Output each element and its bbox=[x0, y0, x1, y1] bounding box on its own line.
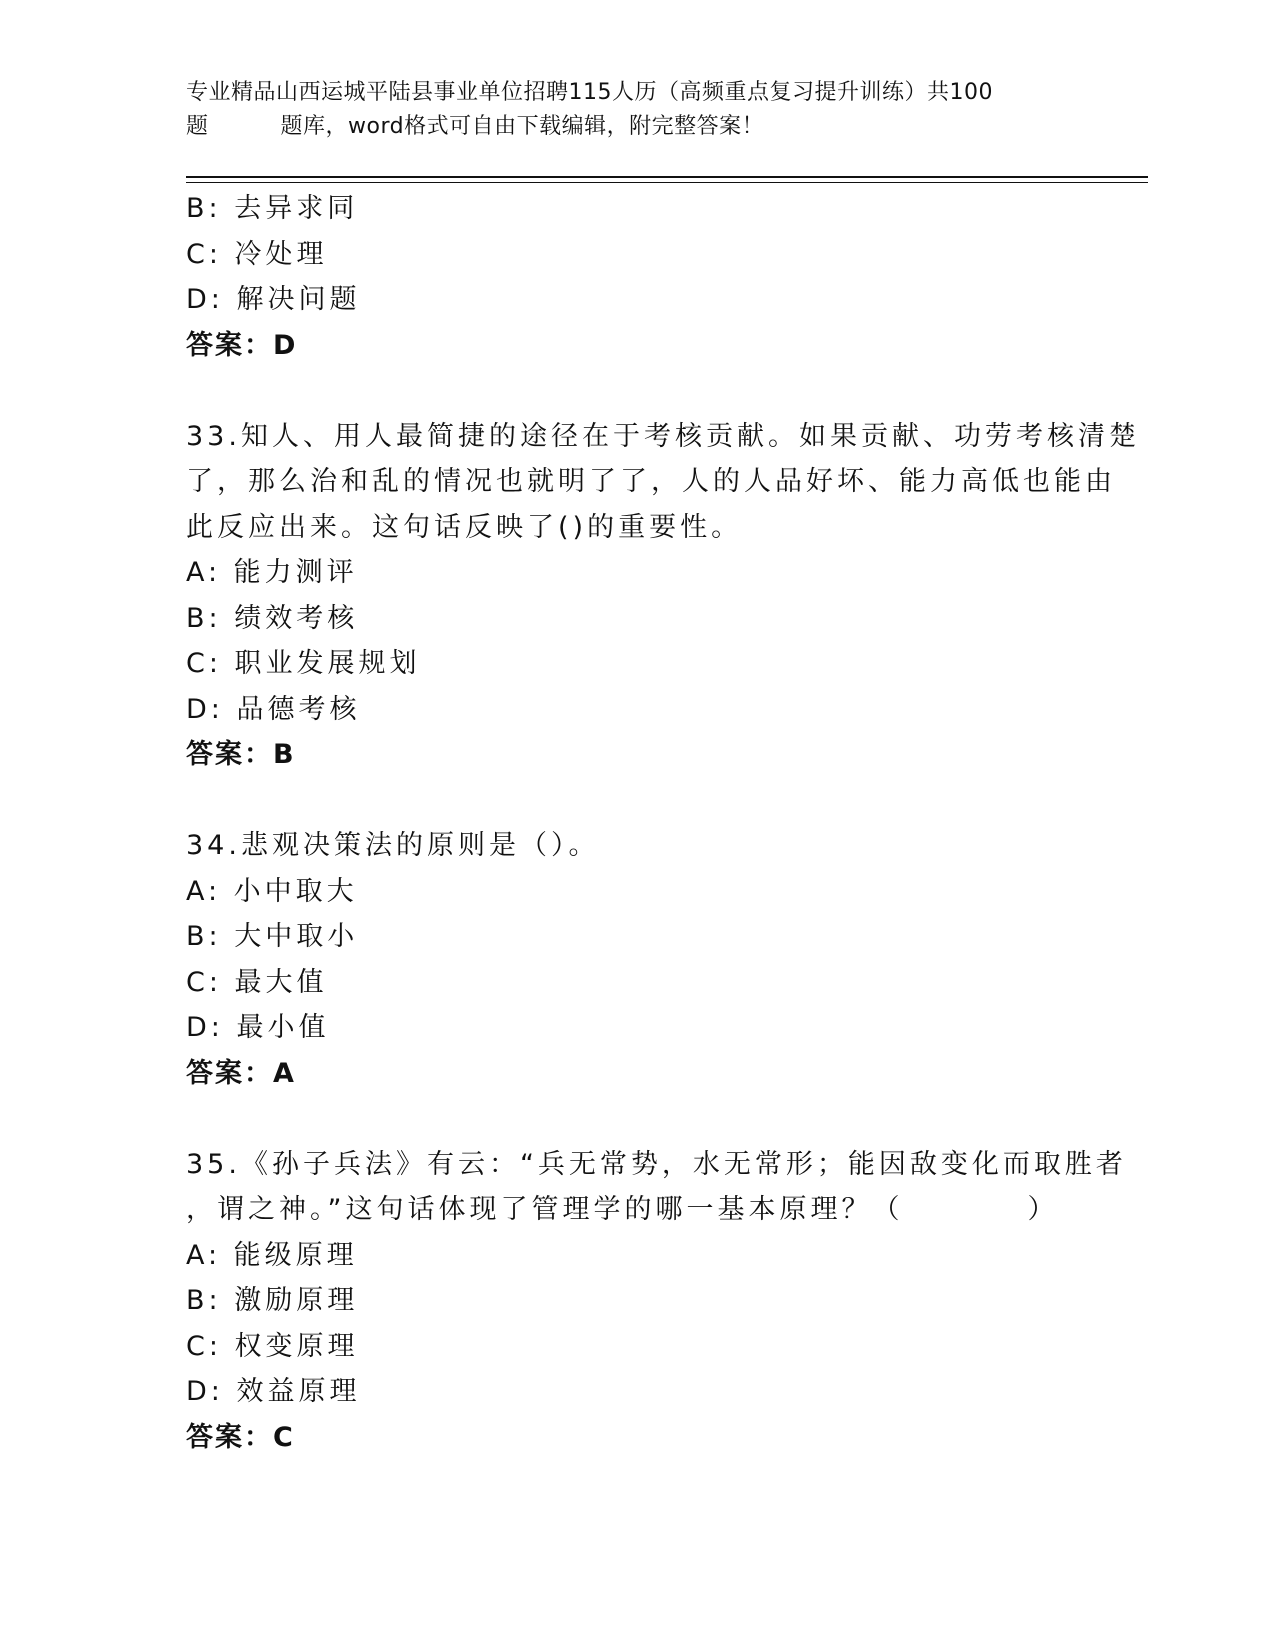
answer-line: 答案：D bbox=[186, 329, 298, 361]
option-b: B: 激励原理 bbox=[186, 1285, 359, 1316]
question-text-line: 35.《孙子兵法》有云：“兵无常势，水无常形；能因敌变化而取胜者 bbox=[186, 1148, 1127, 1180]
option-c: C: 权变原理 bbox=[186, 1330, 359, 1362]
question-text-line: 了，那么治和乱的情况也就明了了，人的人品好坏、能力高低也能由 bbox=[186, 466, 1116, 497]
answer-line: 答案：B bbox=[186, 739, 296, 770]
question-text-line: 此反应出来。这句话反映了()的重要性。 bbox=[186, 511, 743, 543]
option-d: D: 最小值 bbox=[186, 1012, 330, 1043]
prev-question-block bbox=[186, 186, 1086, 368]
answer-line: 答案：C bbox=[186, 1421, 295, 1453]
option-a: A: 能级原理 bbox=[186, 1239, 358, 1271]
question-text-line: 33.知人、用人最简捷的途径在于考核贡献。如果贡献、功劳考核清楚 bbox=[186, 420, 1140, 452]
header-title-line-1: 专业精品山西运城平陆县事业单位招聘115人历（高频重点复习提升训练）共100 bbox=[186, 80, 993, 105]
option-b: B: 去异求同 bbox=[186, 193, 359, 224]
header-line-2-start: 题 bbox=[186, 114, 209, 139]
option-d: D: 解决问题 bbox=[186, 284, 361, 315]
question-text-line: 34.悲观决策法的原则是（）。 bbox=[186, 830, 600, 861]
header-line-2-rest: 题库，word格式可自由下载编辑，附完整答案！ bbox=[280, 114, 765, 139]
option-b: B: 绩效考核 bbox=[186, 602, 359, 634]
option-a: A: 能力测评 bbox=[186, 557, 358, 588]
header-divider bbox=[186, 176, 1148, 178]
header-divider-thin bbox=[186, 182, 1148, 183]
option-b: B: 大中取小 bbox=[186, 921, 359, 952]
answer-line: 答案：A bbox=[186, 1057, 296, 1089]
document-header bbox=[186, 76, 1086, 144]
option-d: D: 效益原理 bbox=[186, 1376, 361, 1407]
option-c: C: 职业发展规划 bbox=[186, 648, 421, 679]
header-title-line-2 bbox=[186, 110, 1086, 144]
question-list bbox=[186, 186, 1140, 1460]
question-35 bbox=[186, 1142, 1127, 1461]
option-c: C: 最大值 bbox=[186, 966, 328, 998]
question-33 bbox=[186, 414, 1140, 778]
question-text-line: ，谓之神。”这句话体现了管理学的哪一基本原理？（ ） bbox=[186, 1194, 1059, 1225]
option-c: C: 冷处理 bbox=[186, 238, 328, 270]
option-d: D: 品德考核 bbox=[186, 693, 361, 725]
question-34 bbox=[186, 823, 1086, 1096]
option-a: A: 小中取大 bbox=[186, 875, 358, 907]
